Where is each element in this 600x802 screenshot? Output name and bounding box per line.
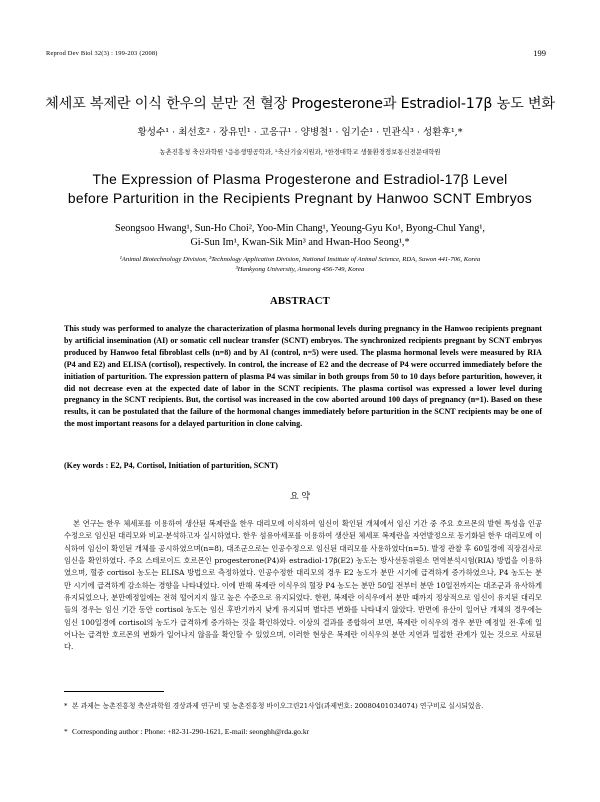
corresponding-footnote: [64, 727, 542, 736]
english-authors-line2: Gi-Sun Im¹, Kwan-Sik Min³ and Hwan-Hoo Seong¹,*: [190, 237, 410, 248]
footnote-divider: [64, 691, 164, 692]
english-title-line1: The Expression of Plasma Progesterone and Estradiol-17β Level: [92, 172, 508, 187]
english-title-line2: before Parturition in the Recipients Pregnant by Hanwoo SCNT Embryos: [67, 191, 533, 206]
funding-footnote-mark: *: [64, 702, 68, 710]
korean-affiliations: 농촌진흥청 축산과학원 ¹응용생명공학과, ²축산기술지원과, ³한경대학교 생물환경정보통신전문대학원: [159, 148, 441, 156]
summary-heading: 요 약: [289, 492, 311, 502]
english-affil-line2: ³Hankyong University, Anseong 456-749, Korea: [235, 266, 365, 273]
english-title: [0, 170, 600, 208]
korean-authors: 황성수¹ · 최선호² · 장유민¹ · 고응규¹ · 양병철¹ · 임기순¹ · 민관식³ · 성환후¹,*: [137, 127, 463, 138]
funding-footnote: [64, 700, 542, 713]
abstract-body: [64, 323, 542, 430]
summary-body: [64, 518, 542, 654]
running-head: Reprod Dev Biol 32(3) : 199-203 (2008): [46, 50, 158, 57]
funding-footnote-text: 본 과제는 농촌진흥청 축산과학원 경상과제 연구비 및 농촌진흥청 바이오그린21사업(과제번호: 20080401034074) 연구비로 실시되었음.: [72, 702, 484, 710]
abstract-text: This study was performed to analyze the characterization of plasma hormonal levels during pregnancy in the Hanwoo recipients pregnant by artificial insemination (AI) or somatic cell nuclear transfer (SCNT) embryos. The synchronized recipients pregnant by SCNT embryos produced by Hanwoo fetal fibroblast cells (n=8) and by AI (control, n=5) were used. The plasma hormonal levels were measured by RIA (P4 and E2) and ELISA (cortisol), respectively. In control, the increase of E2 and the decrease of P4 were occurred immediately before the initiation of parturition. The expression pattern of plasma P4 was similar in both groups from 50 to 10 days before parturition, however, it did not decrease even at the expected date of labor in the SCNT recipients. The plasma cortisol was expressed a lower level during pregnancy in the SCNT recipients. But, the cortisol was increased in the cow aborted around 100 days of pregnancy (n=1). Based on these results, it can be postulated that the failure of the hormonal changes immediately before parturition in the SCNT recipients may be one of the most important reasons for a delayed parturition in clone calving.: [64, 324, 542, 429]
english-affil-line1: ¹Animal Biotechnology Division, ²Technology Application Division, National Institute of Animal Science, RDA, Suwon 441-706, Korea: [119, 256, 481, 263]
corresponding-footnote-mark: *: [64, 727, 68, 736]
summary-text: 본 연구는 한우 체세포를 이용하여 생산된 복제란을 한우 대리모에 이식하여 임신이 확인된 개체에서 임신 기간 중 주요 호르몬의 발현 특성을 인공수정으로 임신된 대리모와 비교·분석하고자 실시하였다. 한우 섬유아세포를 이용하여 생산된 체세포 복제란을 자연발정으로 동기화된 한우 대리모에 이식하여 임신이 확인된 개체를 공시하였으며(n=8), 대조군으로는 인공수정으로 임신된 대리모를 사용하였다(n=5). 발정 관찰 후 60일경에 직장검사로 임신을 확인하였다. 주요 스테로이드 호르몬인 progesterone(P4)와 estradiol-17β(E2) 농도는 방사선동위원소 면역분석시험(RIA) 방법을 이용하였으며, 혈중 cortisol 농도는 ELISA 방법으로 측정하였다. 인공수정한 대리모의 경우 E2 농도가 분만 시기에 급격하게 증가하였으나, P4 농도는 분만 시기에 급격하게 감소하는 경향을 나타내었다. 이에 반해 복제란 이식우의 혈장 P4 농도는 분만 50일 전부터 분만 10일전까지는 대조군과 유사하게 유지되었으나, 분만예정일에는 전혀 떨어지지 않고 높은 수준으로 유지되었다. 한편, 복제란 이식우에서 분만 때까지 정상적으로 임신이 유지된 대리모들의 경우는 임신 기간 동안 cortisol 농도는 임신 후반기까지 낮게 유지되며 별다른 변화를 나타내지 않았다. 반면에 유산이 일어난 개체의 경우에는 임신 100일경에 cortisol의 농도가 급격하게 증가하는 것을 확인하였다. 이상의 결과를 종합하여 보면, 복제란 이식우의 경우 분만 예정일 전·후에 일어나는 급격한 호르몬의 변화가 일어나지 않음을 확인할 수 있었으며, 이러한 현상은 복제란 이식우의 분만 지연과 밀접한 관계가 있는 것으로 사료된다.: [64, 519, 542, 652]
abstract-heading: ABSTRACT: [269, 296, 331, 307]
page-number: 199: [533, 48, 546, 58]
english-authors: [0, 222, 600, 250]
corresponding-footnote-text: Corresponding author : Phone: +82-31-290-1621, E-mail: seonghh@rda.go.kr: [72, 727, 310, 736]
korean-title: 체세포 복제란 이식 한우의 분만 전 혈장 Progesterone과 Estradiol-17β 농도 변화: [45, 96, 555, 112]
english-affiliations: [0, 255, 600, 275]
keywords: (Key words : E2, P4, Cortisol, Initiation of parturition, SCNT): [64, 461, 278, 470]
english-authors-line1: Seongsoo Hwang¹, Sun-Ho Choi², Yoo-Min Chang¹, Yeoung-Gyu Ko¹, Byong-Chul Yang¹,: [115, 223, 485, 234]
